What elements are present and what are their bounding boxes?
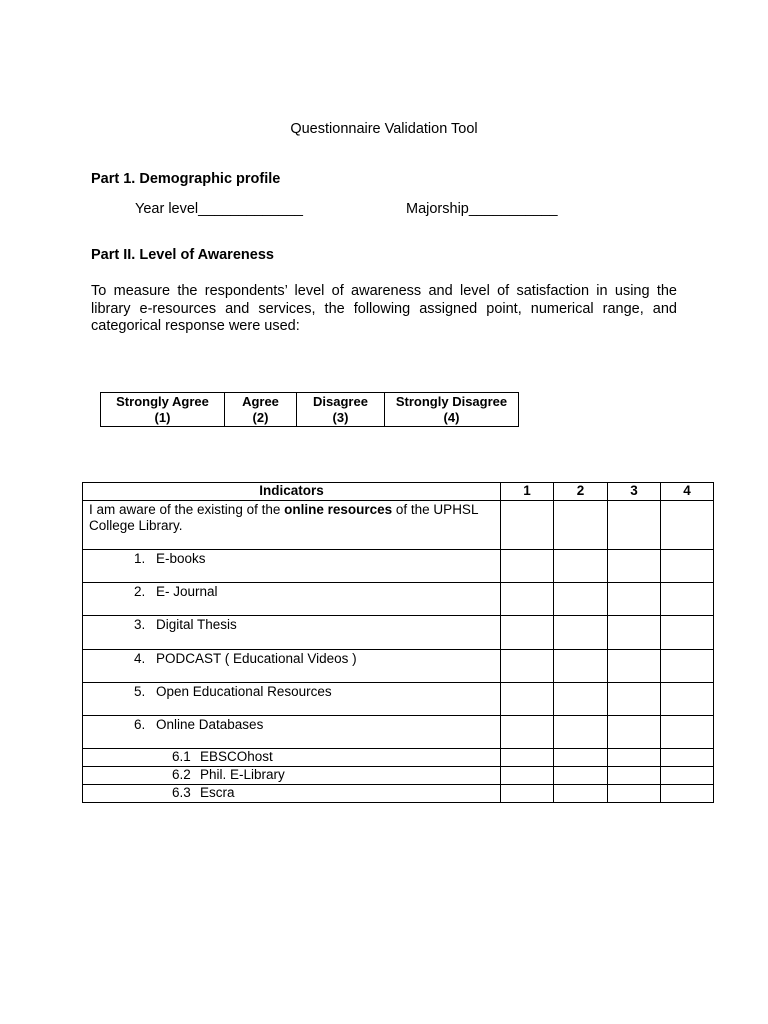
table-row <box>83 767 714 785</box>
part1-heading: Part 1. Demographic profile <box>91 171 281 187</box>
rating-cell-3[interactable] <box>608 767 661 785</box>
indicator-item: 1. E-books <box>83 550 501 583</box>
scale-cell-strongly-disagree <box>385 393 519 427</box>
response-scale-table <box>100 392 519 427</box>
scale-value: (2) <box>252 410 269 425</box>
rating-cell-3[interactable] <box>608 716 661 749</box>
rating-cell-4[interactable] <box>661 650 714 683</box>
rating-cell-1[interactable] <box>501 650 554 683</box>
indicator-item: 4. PODCAST ( Educational Videos ) <box>83 650 501 683</box>
table-row <box>83 583 714 616</box>
rating-cell-4[interactable] <box>661 683 714 716</box>
table-row <box>83 716 714 749</box>
table-row <box>83 683 714 716</box>
table-header-row <box>83 483 714 501</box>
rating-cell-4[interactable] <box>661 785 714 803</box>
rating-cell-4[interactable] <box>661 749 714 767</box>
header-col-4: 4 <box>661 483 714 501</box>
rating-cell-2[interactable] <box>554 749 608 767</box>
header-col-3: 3 <box>608 483 661 501</box>
rating-cell-2[interactable] <box>554 550 608 583</box>
scale-label: Strongly Disagree <box>395 394 508 409</box>
scale-label: Disagree <box>313 394 368 409</box>
year-level-field[interactable]: Year level_____________ <box>135 201 303 217</box>
scale-cell-agree <box>225 393 297 427</box>
table-row <box>83 550 714 583</box>
scale-value: (4) <box>443 410 460 425</box>
rating-cell-3[interactable] <box>608 616 661 650</box>
rating-cell-2[interactable] <box>554 650 608 683</box>
scale-cell-disagree <box>297 393 385 427</box>
majorship-field[interactable]: Majorship___________ <box>406 201 558 217</box>
rating-cell-3[interactable] <box>608 683 661 716</box>
table-row <box>83 501 714 550</box>
rating-cell-2[interactable] <box>554 785 608 803</box>
rating-cell-4[interactable] <box>661 716 714 749</box>
rating-cell-2[interactable] <box>554 616 608 650</box>
rating-cell-1[interactable] <box>501 683 554 716</box>
rating-cell-3[interactable] <box>608 650 661 683</box>
indicators-table <box>82 482 714 803</box>
document-title: Questionnaire Validation Tool <box>290 121 478 137</box>
scale-value: (1) <box>154 410 171 425</box>
indicator-subitem: 6.3 Escra <box>83 785 501 803</box>
rating-cell-4[interactable] <box>661 767 714 785</box>
rating-cell-3[interactable] <box>608 501 661 550</box>
indicator-subitem: 6.1 EBSCOhost <box>83 749 501 767</box>
scale-label: Strongly Agree <box>116 394 209 409</box>
rating-cell-1[interactable] <box>501 501 554 550</box>
rating-cell-4[interactable] <box>661 583 714 616</box>
scale-value: (3) <box>332 410 349 425</box>
rating-cell-2[interactable] <box>554 583 608 616</box>
intro-statement: I am aware of the existing of the online resources of the UPHSL College Library. <box>83 501 501 550</box>
rating-cell-1[interactable] <box>501 583 554 616</box>
scale-cell-strongly-agree <box>101 393 225 427</box>
indicator-subitem: 6.2 Phil. E-Library <box>83 767 501 785</box>
rating-cell-1[interactable] <box>501 716 554 749</box>
part2-description: To measure the respondents’ level of awareness and level of satisfaction in using the library e-resources and services, the following assigned point, numerical range, and categorical response were used: <box>91 283 677 334</box>
rating-cell-3[interactable] <box>608 785 661 803</box>
scale-label: Agree <box>242 394 279 409</box>
header-indicators: Indicators <box>83 483 501 501</box>
header-col-2: 2 <box>554 483 608 501</box>
rating-cell-1[interactable] <box>501 749 554 767</box>
rating-cell-2[interactable] <box>554 683 608 716</box>
rating-cell-3[interactable] <box>608 749 661 767</box>
rating-cell-2[interactable] <box>554 501 608 550</box>
rating-cell-2[interactable] <box>554 767 608 785</box>
rating-cell-4[interactable] <box>661 501 714 550</box>
online-resources-emphasis: online resources <box>284 502 393 517</box>
rating-cell-4[interactable] <box>661 550 714 583</box>
rating-cell-1[interactable] <box>501 785 554 803</box>
rating-cell-4[interactable] <box>661 616 714 650</box>
rating-cell-3[interactable] <box>608 550 661 583</box>
indicator-item: 6. Online Databases <box>83 716 501 749</box>
rating-cell-2[interactable] <box>554 716 608 749</box>
rating-cell-1[interactable] <box>501 767 554 785</box>
table-row <box>83 785 714 803</box>
table-row <box>83 749 714 767</box>
indicator-item: 5. Open Educational Resources <box>83 683 501 716</box>
part2-heading: Part II. Level of Awareness <box>91 247 274 263</box>
rating-cell-3[interactable] <box>608 583 661 616</box>
indicator-item: 3. Digital Thesis <box>83 616 501 650</box>
rating-cell-1[interactable] <box>501 616 554 650</box>
table-row <box>83 616 714 650</box>
table-row <box>83 650 714 683</box>
indicator-item: 2. E- Journal <box>83 583 501 616</box>
rating-cell-1[interactable] <box>501 550 554 583</box>
header-col-1: 1 <box>501 483 554 501</box>
